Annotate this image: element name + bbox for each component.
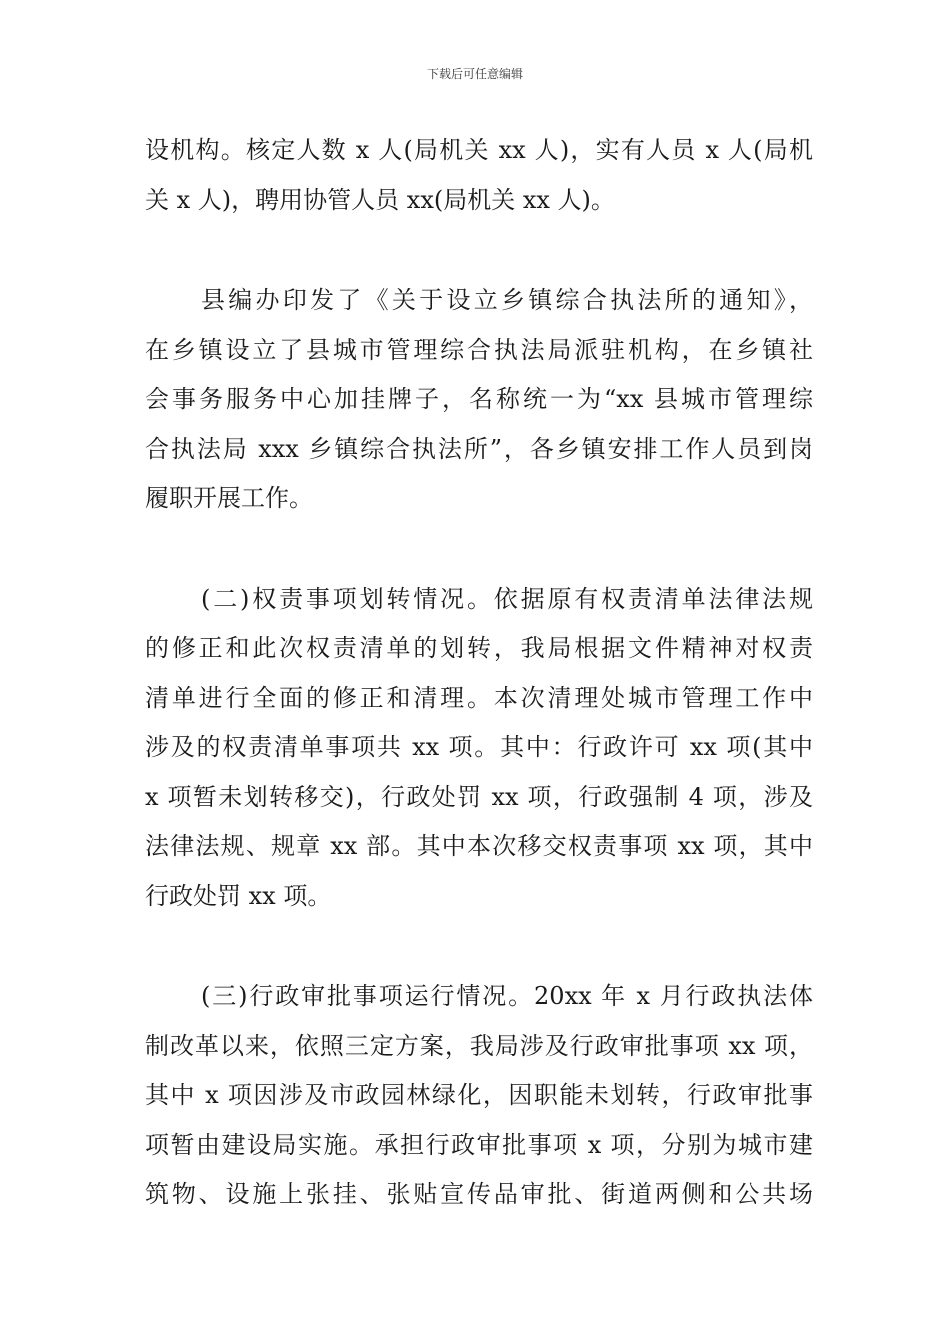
text-line: (三)行政审批事项运行情况。20xx 年 x 月行政执法体	[201, 982, 813, 1010]
text-line: 设机构。核定人数 x 人(局机关 xx 人)，实有人员 x 人(局机	[145, 136, 813, 164]
text-line: 在乡镇设立了县城市管理综合执法局派驻机构，在乡镇社	[145, 335, 813, 364]
text-line: 清单进行全面的修正和清理。本次清理处城市管理工作中	[145, 683, 813, 712]
text-line: (二)权责事项划转情况。依据原有权责清单法律法规	[201, 584, 813, 613]
text-line: 法律法规、规章 xx 部。其中本次移交权责事项 xx 项，其中	[145, 832, 813, 860]
text-line: 会事务服务中心加挂牌子，名称统一为“xx 县城市管理综	[145, 385, 813, 413]
text-line: 筑物、设施上张挂、张贴宣传品审批、街道两侧和公共场	[145, 1180, 813, 1208]
paragraph-powers-transfer	[145, 575, 813, 922]
text-line: 的修正和此次权责清单的划转，我局根据文件精神对权责	[145, 634, 813, 662]
paragraph-township-enforcement	[145, 276, 813, 524]
paragraph-staffing	[145, 126, 813, 225]
text-line: 项暂由建设局实施。承担行政审批事项 x 项，分别为城市建	[145, 1130, 813, 1159]
text-line: 关 x 人)，聘用协管人员 xx(局机关 xx 人)。	[145, 185, 615, 214]
document-body	[145, 126, 813, 1220]
text-line: 涉及的权责清单事项共 xx 项。其中：行政许可 xx 项(其中	[145, 733, 813, 761]
text-line: 行政处罚 xx 项。	[145, 881, 332, 910]
text-line: 县编办印发了《关于设立乡镇综合执法所的通知》，	[201, 286, 813, 314]
text-line: x 项暂未划转移交)，行政处罚 xx 项，行政强制 4 项，涉及	[145, 782, 813, 811]
text-line: 其中 x 项因涉及市政园林绿化，因职能未划转，行政审批事	[145, 1081, 813, 1109]
text-line: 履职开展工作。	[145, 484, 313, 512]
page-header: 下载后可任意编辑	[426, 67, 523, 81]
paragraph-administrative-approval	[145, 972, 813, 1220]
text-line: 制改革以来，依照三定方案，我局涉及行政审批事项 xx 项，	[145, 1031, 813, 1060]
text-line: 合执法局 xxx 乡镇综合执法所”，各乡镇安排工作人员到岗	[145, 434, 813, 463]
